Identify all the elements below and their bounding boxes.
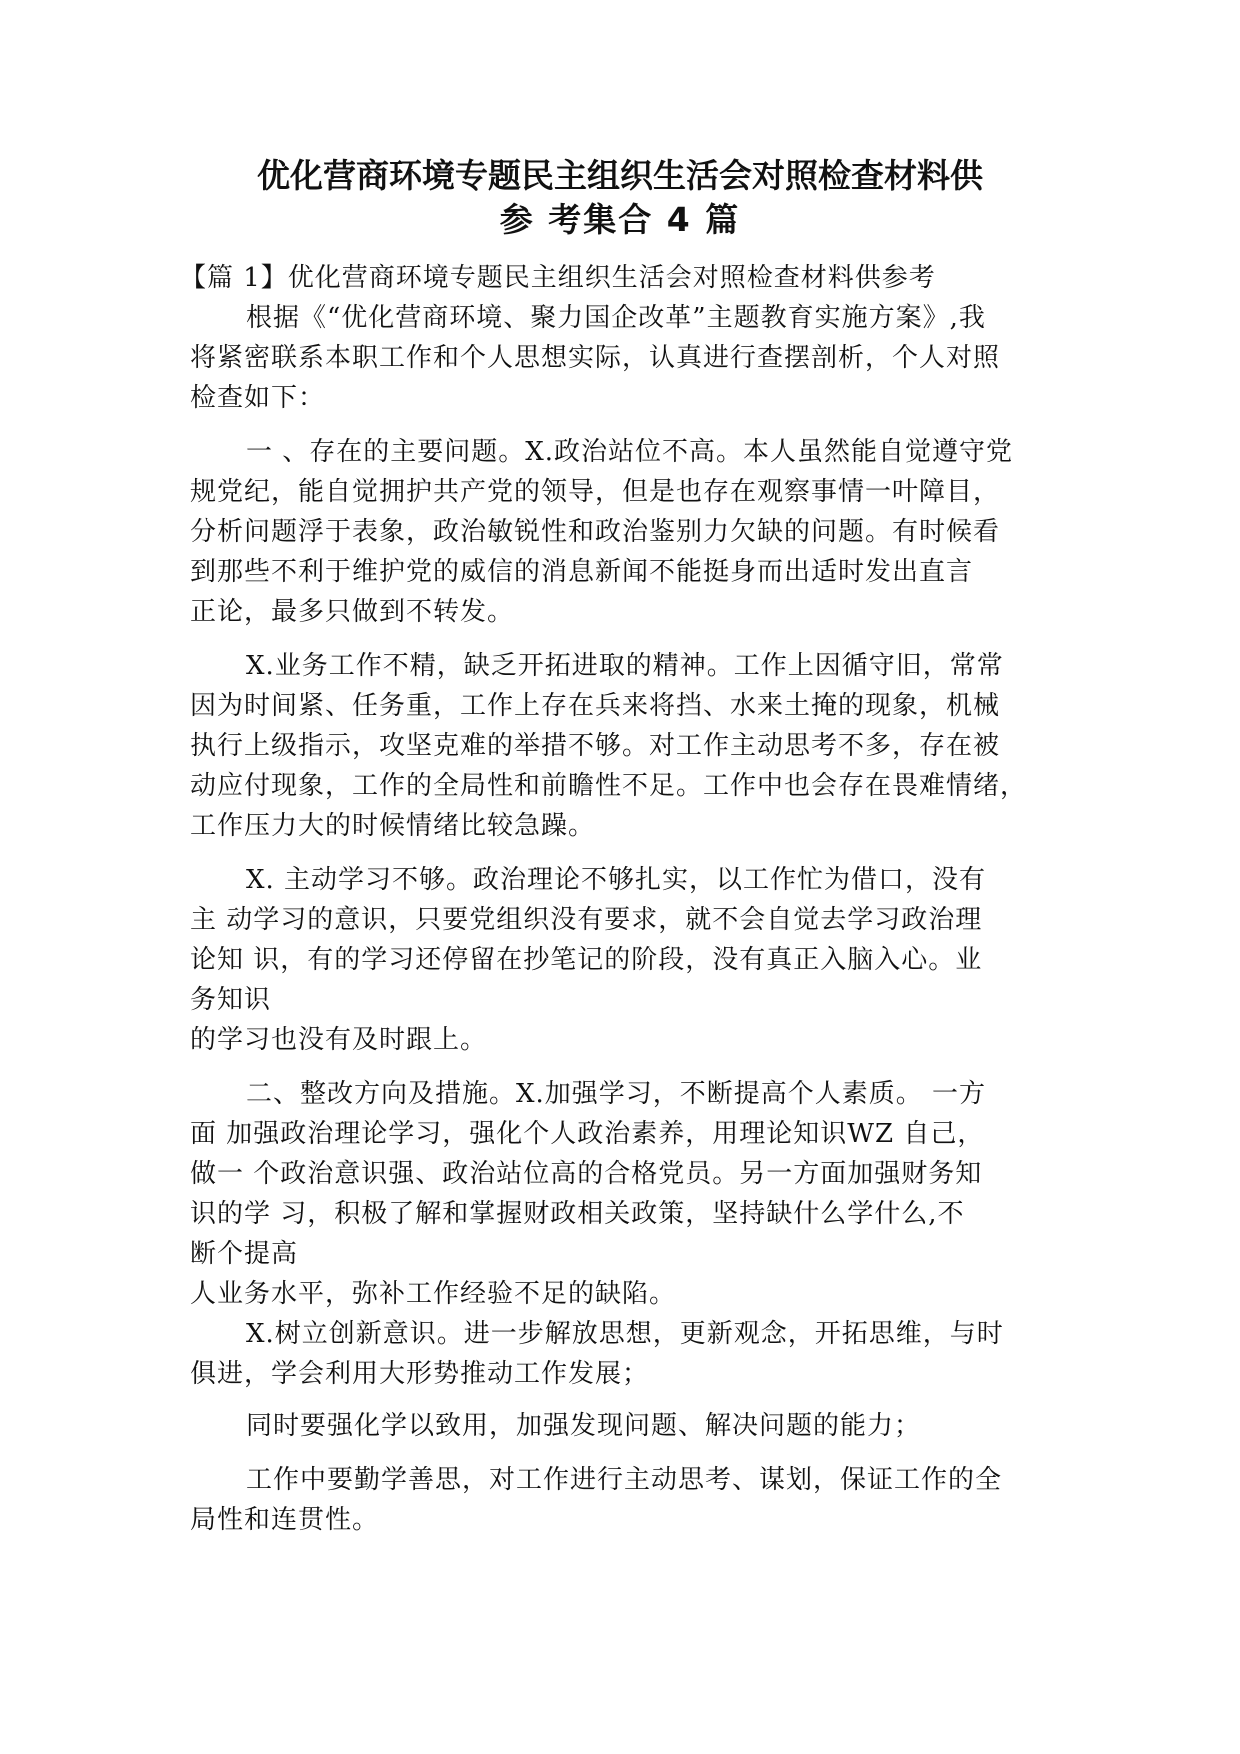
paragraph-line: 因为时间紧、任务重，工作上存在兵来将挡、水来土掩的现象，机械 bbox=[190, 691, 1001, 721]
document-title-line-2: 参 考集合 4 篇 bbox=[499, 200, 741, 239]
paragraph-line: 一 、存在的主要问题。X.政治站位不高。本人虽然能自觉遵守党 bbox=[246, 437, 1014, 467]
paragraph-line: 务知识 bbox=[190, 985, 272, 1015]
paragraph-line: 识的学 习，积极了解和掌握财政相关政策，坚持缺什么学什么,不 bbox=[190, 1199, 965, 1229]
paragraph-line: 动应付现象，工作的全局性和前瞻性不足。工作中也会存在畏难情绪， bbox=[190, 771, 1028, 801]
paragraph-line: 断个提高 bbox=[190, 1239, 299, 1269]
document-title-line-1: 优化营商环境专题民主组织生活会对照检查材料供 bbox=[257, 156, 983, 195]
paragraph-line: 分析问题浮于表象，政治敏锐性和政治鉴别力欠缺的问题。有时候看 bbox=[190, 517, 1001, 547]
paragraph-line: 二、整改方向及措施。X.加强学习，不断提高个人素质。 一方 bbox=[246, 1079, 987, 1109]
paragraph-line: 人业务水平，弥补工作经验不足的缺陷。 bbox=[190, 1279, 677, 1309]
paragraph-line: 面 加强政治理论学习，强化个人政治素养，用理论知识WZ 自己， bbox=[190, 1119, 985, 1149]
paragraph-line: 工作压力大的时候情绪比较急躁。 bbox=[190, 811, 596, 841]
paragraph-line: 做一 个政治意识强、政治站位高的合格党员。另一方面加强财务知 bbox=[190, 1159, 983, 1189]
paragraph-line: 到那些不利于维护党的威信的消息新闻不能挺身而出适时发出直言 bbox=[190, 557, 974, 587]
section-heading: 【篇 1】优化营商环境专题民主组织生活会对照检查材料供参考 bbox=[180, 263, 936, 293]
paragraph-line: 规党纪，能自觉拥护共产党的领导，但是也存在观察事情一叶障目， bbox=[190, 477, 1001, 507]
paragraph-line: 主 动学习的意识，只要党组织没有要求，就不会自觉去学习政治理 bbox=[190, 905, 983, 935]
paragraph-line: 俱进，学会利用大形势推动工作发展； bbox=[190, 1359, 650, 1389]
paragraph-line: 工作中要勤学善思，对工作进行主动思考、谋划，保证工作的全 bbox=[246, 1465, 1003, 1495]
paragraph-line: X.业务工作不精，缺乏开拓进取的精神。工作上因循守旧，常常 bbox=[246, 651, 1004, 681]
paragraph-line: X.树立创新意识。进一步解放思想，更新观念，开拓思维，与时 bbox=[246, 1319, 1004, 1349]
paragraph-line: 同时要强化学以致用，加强发现问题、解决问题的能力； bbox=[246, 1411, 922, 1441]
paragraph-line: 的学习也没有及时跟上。 bbox=[190, 1025, 488, 1055]
paragraph-line: 论知 识，有的学习还停留在抄笔记的阶段，没有真正入脑入心。业 bbox=[190, 945, 983, 975]
paragraph-line: 正论，最多只做到不转发。 bbox=[190, 597, 515, 627]
paragraph-line: 执行上级指示，攻坚克难的举措不够。对工作主动思考不多，存在被 bbox=[190, 731, 1001, 761]
paragraph-line: 将紧密联系本职工作和个人思想实际，认真进行查摆剖析，个人对照 bbox=[190, 343, 1001, 373]
paragraph-line: X. 主动学习不够。政治理论不够扎实，以工作忙为借口，没有 bbox=[246, 865, 987, 895]
paragraph-line: 局性和连贯性。 bbox=[190, 1505, 380, 1535]
paragraph-line: 根据《“优化营商环境、聚力国企改革”主题教育实施方案》,我 bbox=[246, 303, 986, 333]
paragraph-line: 检查如下： bbox=[190, 383, 326, 413]
